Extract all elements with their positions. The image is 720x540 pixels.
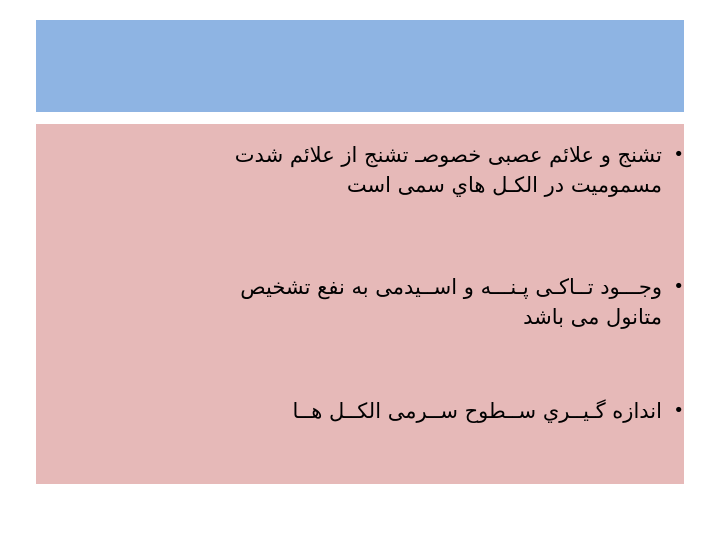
bullet-1-line-2: مسمومیت در الکـل هاي سمی است (346, 173, 662, 197)
bullet-2-line-1: وجـــود تــاکـی پـنـــه و اســیدمی به نفع تشخیص (240, 275, 662, 299)
bullet-2-line-2: متانول می باشد (523, 305, 662, 329)
bullet-1-line-1: تشنج و علائم عصبی خصوصـ تشنج از علائم شدت (234, 143, 662, 167)
bullet-item-3 (102, 396, 684, 426)
bullet-item-2 (102, 272, 684, 332)
bullet-dot-icon: • (673, 276, 684, 297)
title-band (36, 20, 684, 112)
bullet-3-line-1: اندازه گـیــري ســطوح ســرمی الکــل هــا (292, 399, 662, 423)
bullet-item-1 (102, 140, 684, 200)
bullet-dot-icon: • (673, 400, 684, 421)
bullet-dot-icon: • (673, 144, 684, 165)
